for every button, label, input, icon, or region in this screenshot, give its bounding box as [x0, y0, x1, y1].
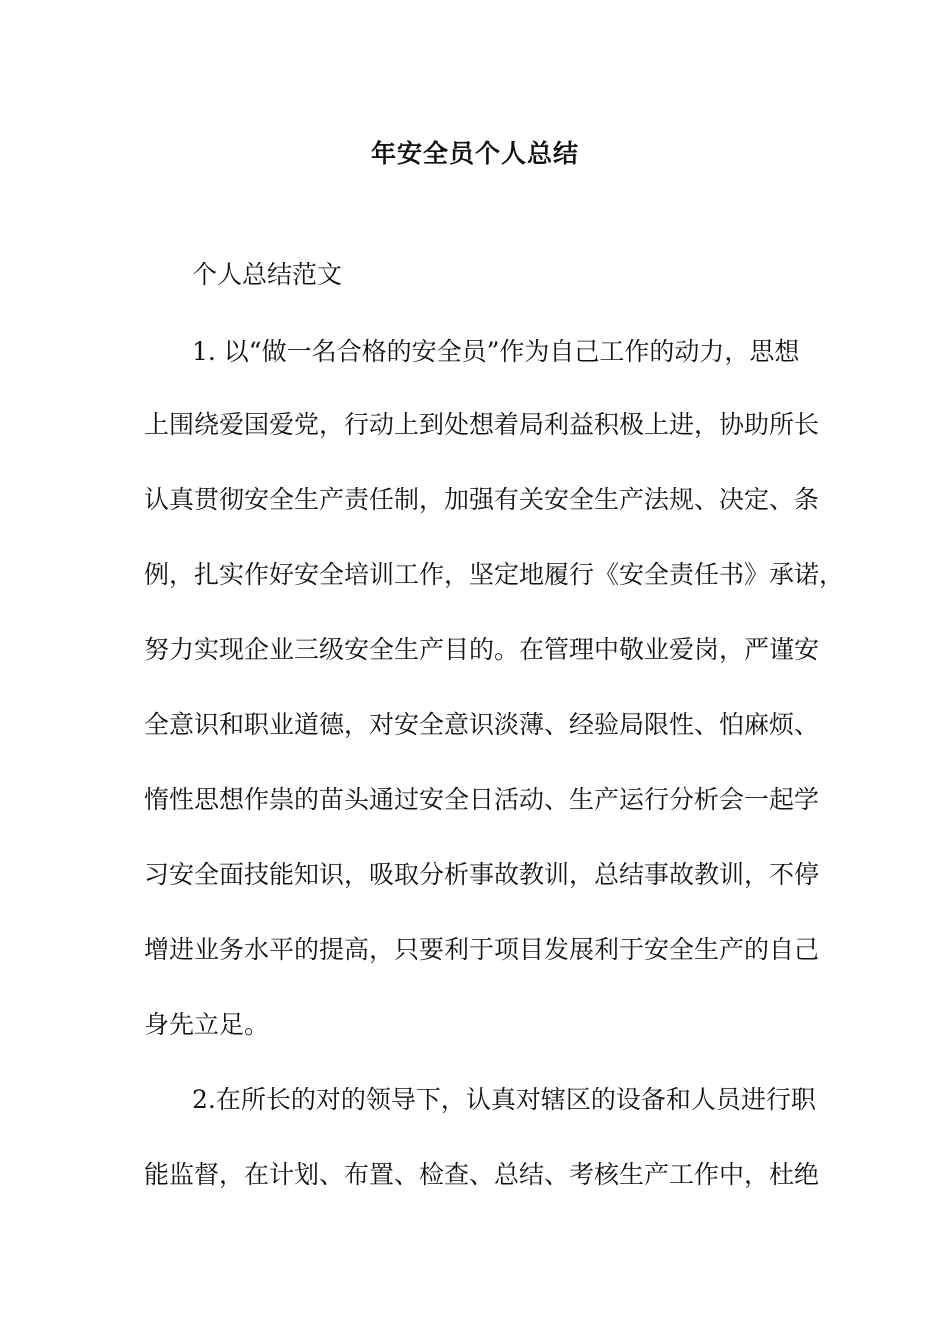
text-line: 努力实现企业三级安全生产目的。在管理中敬业爱岗，严谨安	[144, 635, 820, 664]
text-line: 惰性思想作祟的苗头通过安全日活动、生产运行分析会一起学	[144, 785, 820, 814]
text-line: 身先立足。	[144, 1010, 270, 1039]
text-line-paragraph2-start: 2.在所长的对的领导下，认真对辖区的设备和人员进行职	[192, 1085, 816, 1114]
text-line: 能监督，在计划、布置、检查、总结、考核生产工作中，杜绝	[144, 1160, 820, 1189]
document-title: 年安全员个人总结	[370, 139, 579, 168]
text-line: 增进业务水平的提高，只要利于项目发展利于安全生产的自己	[144, 935, 820, 964]
text-line: 上围绕爱国爱党，行动上到处想着局利益积极上进，协助所长	[144, 410, 820, 439]
text-line-heading: 个人总结范文	[192, 260, 343, 289]
text-line: 认真贯彻安全生产责任制，加强有关安全生产法规、决定、条	[144, 485, 820, 514]
text-line: 例，扎实作好安全培训工作，坚定地履行《安全责任书》承诺，	[144, 560, 845, 589]
text-line: 全意识和职业道德，对安全意识淡薄、经验局限性、怕麻烦、	[144, 710, 820, 739]
text-line-paragraph1-start: 1. 以“做一名合格的安全员”作为自己工作的动力，思想	[192, 337, 800, 366]
text-line: 习安全面技能知识，吸取分析事故教训，总结事故教训，不停	[144, 860, 820, 889]
